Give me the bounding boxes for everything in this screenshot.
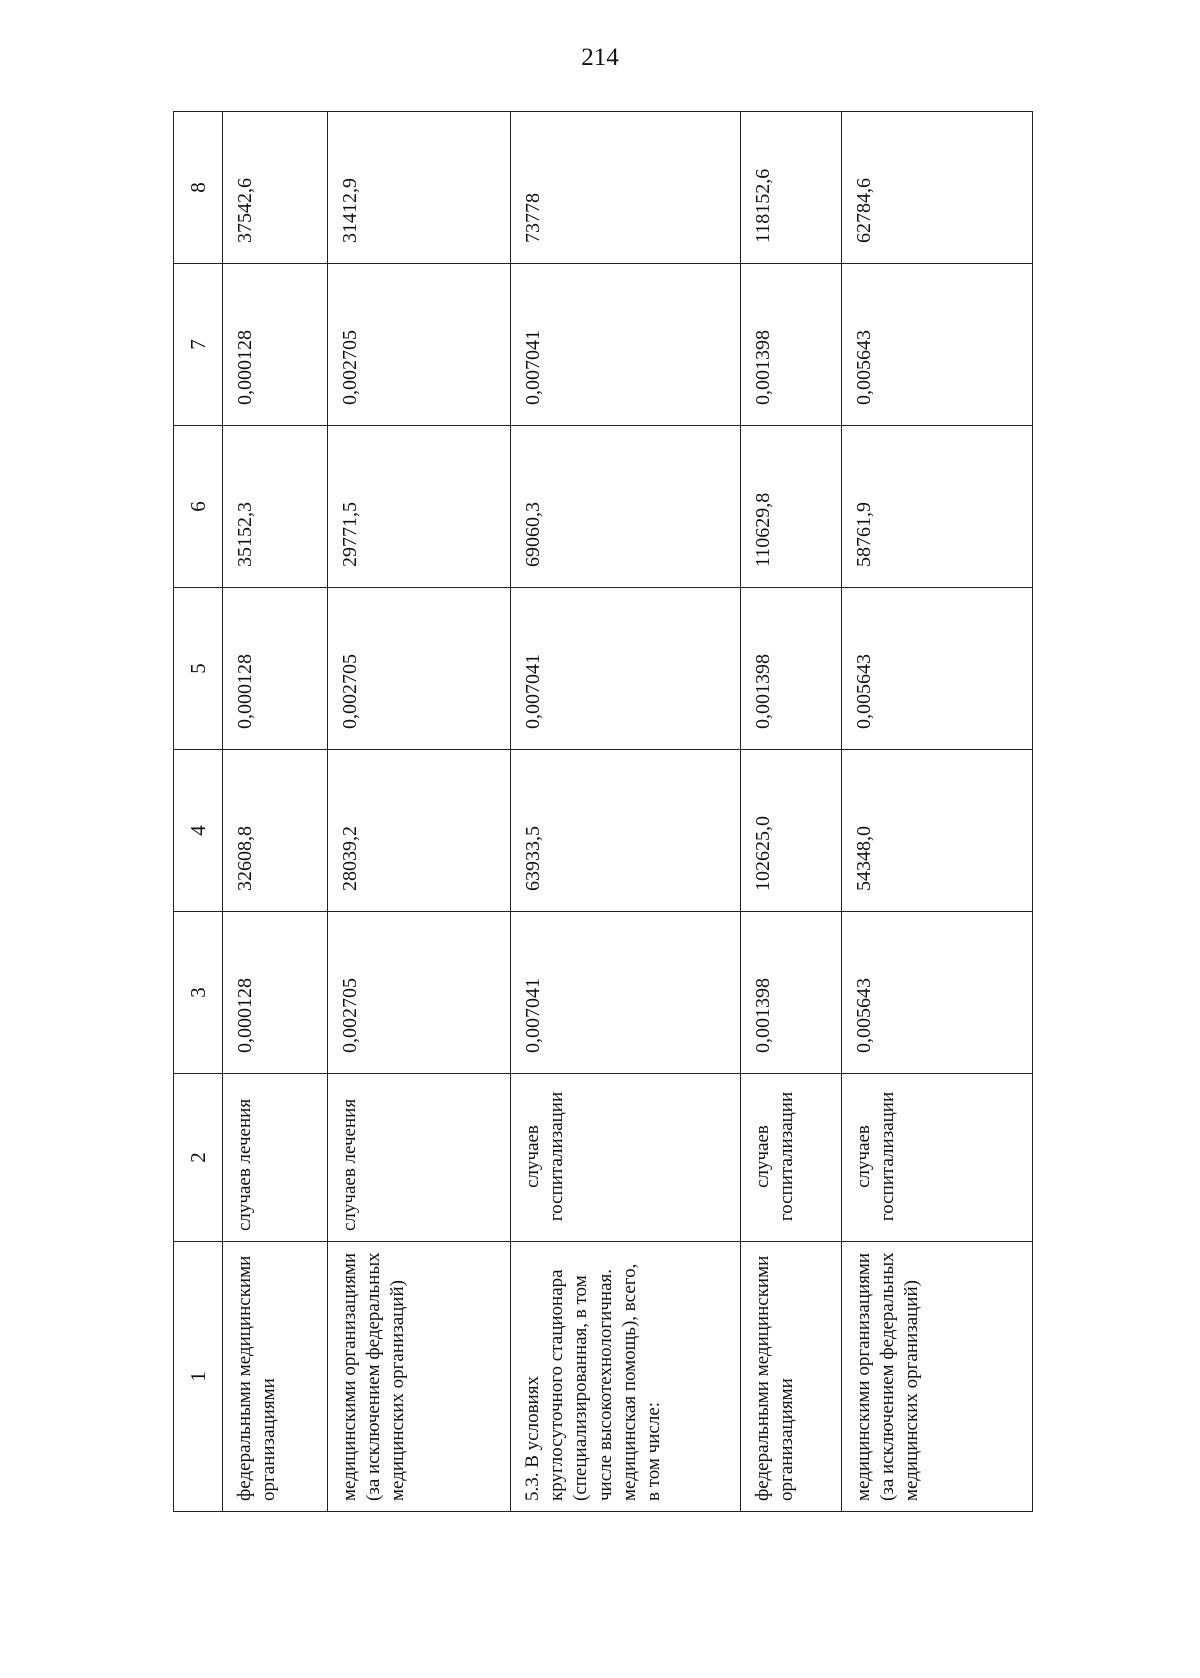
value-cell: 69060,3 (511, 426, 740, 588)
value-cell: 0,007041 (511, 588, 740, 750)
value-cell: 0,002705 (328, 588, 511, 750)
header-col-6: 6 (174, 426, 223, 588)
row-label: медицинскими организациями (за исключением федеральных медицинских организаций) (328, 1242, 511, 1512)
header-col-2: 2 (174, 1074, 223, 1242)
value-cell: 31412,9 (328, 112, 511, 264)
table-row (841, 112, 1032, 1512)
value-cell: 73778 (511, 112, 740, 264)
value-cell: 0,000128 (223, 588, 328, 750)
header-col-1: 1 (174, 1242, 223, 1512)
page-number: 214 (581, 44, 619, 71)
header-col-7: 7 (174, 264, 223, 426)
value-cell: 63933,5 (511, 750, 740, 912)
value-cell: 0,000128 (223, 264, 328, 426)
value-cell: 0,005643 (841, 912, 1032, 1074)
value-cell: 0,002705 (328, 264, 511, 426)
value-cell: 0,001398 (740, 264, 841, 426)
value-cell: 0,007041 (511, 264, 740, 426)
value-cell: 110629,8 (740, 426, 841, 588)
value-cell: 118152,6 (740, 112, 841, 264)
table-row (328, 112, 511, 1512)
value-cell: 58761,9 (841, 426, 1032, 588)
table-container (173, 112, 1200, 1501)
row-unit: случаев госпитализации (740, 1074, 841, 1242)
row-unit: случаев госпитализации (841, 1074, 1032, 1242)
value-cell: 54348,0 (841, 750, 1032, 912)
row-unit: случаев лечения (223, 1074, 328, 1242)
header-col-4: 4 (174, 750, 223, 912)
header-row (174, 112, 223, 1512)
value-cell: 0,005643 (841, 588, 1032, 750)
row-label: федеральными медицинскими организациями (223, 1242, 328, 1512)
value-cell: 0,000128 (223, 912, 328, 1074)
row-label: федеральными медицинскими организациями (740, 1242, 841, 1512)
value-cell: 32608,8 (223, 750, 328, 912)
statistics-table (173, 111, 1033, 1512)
value-cell: 0,001398 (740, 912, 841, 1074)
value-cell: 37542,6 (223, 112, 328, 264)
table-row (740, 112, 841, 1512)
value-cell: 35152,3 (223, 426, 328, 588)
value-cell: 0,002705 (328, 912, 511, 1074)
row-label: медицинскими организациями (за исключением федеральных медицинских организаций) (841, 1242, 1032, 1512)
row-unit: случаев лечения (328, 1074, 511, 1242)
value-cell: 0,001398 (740, 588, 841, 750)
table-row (223, 112, 328, 1512)
value-cell: 62784,6 (841, 112, 1032, 264)
rotated-table (173, 112, 1033, 1512)
value-cell: 102625,0 (740, 750, 841, 912)
header-col-5: 5 (174, 588, 223, 750)
value-cell: 0,007041 (511, 912, 740, 1074)
value-cell: 28039,2 (328, 750, 511, 912)
value-cell: 0,005643 (841, 264, 1032, 426)
table-row (511, 112, 740, 1512)
value-cell: 29771,5 (328, 426, 511, 588)
row-label: 5.3. В условиях круглосуточного стационара (специализированная, в том числе высокотехнологичная. медицинская помощь), всего, в том числе: (511, 1242, 740, 1512)
row-unit: случаев госпитализации (511, 1074, 740, 1242)
header-col-3: 3 (174, 912, 223, 1074)
header-col-8: 8 (174, 112, 223, 264)
